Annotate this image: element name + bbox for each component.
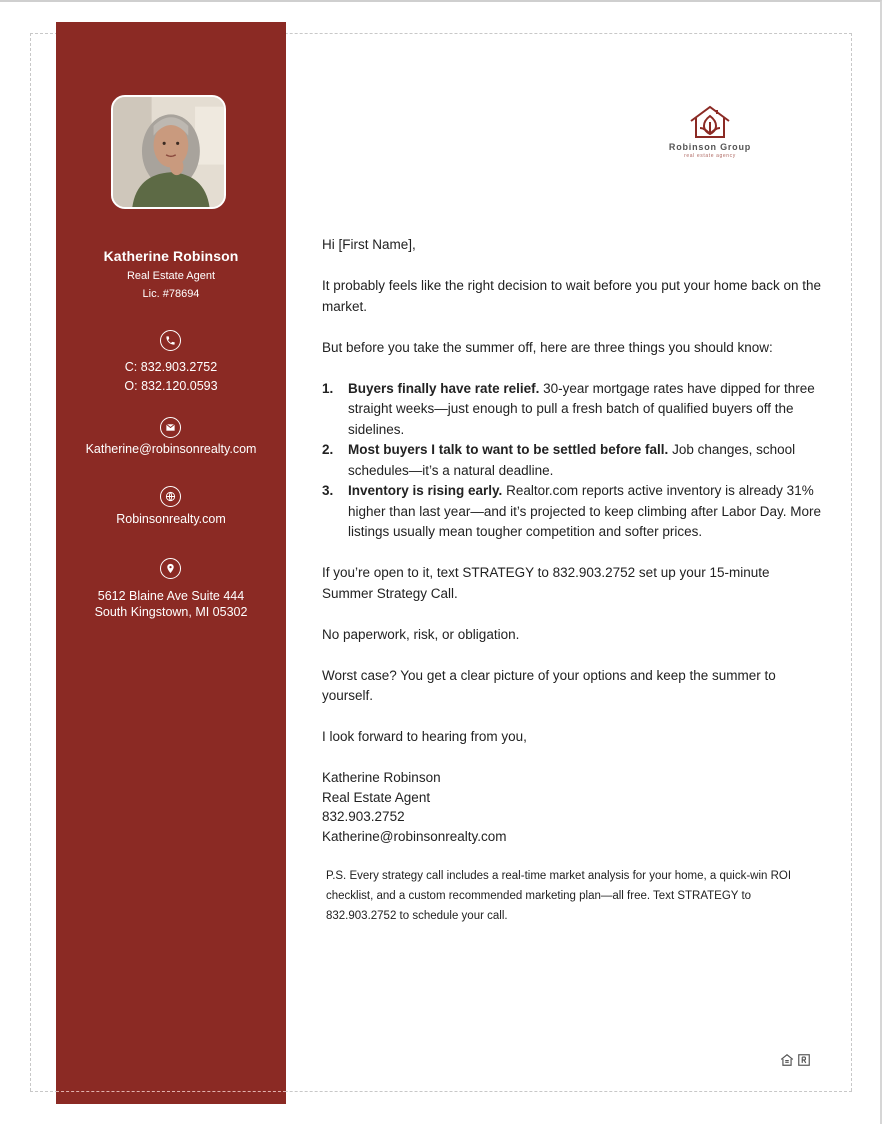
letter-paragraph-4: No paperwork, risk, or obligation. <box>322 626 520 642</box>
list-item <box>322 481 822 543</box>
globe-icon <box>160 486 181 507</box>
list-item-text: 30-year mortgage rates have dipped for three straight weeks—just enough to pull a fresh batch of qualified buyers off the sidelines. <box>348 380 815 437</box>
agent-photo <box>111 95 226 209</box>
reasons-list <box>322 379 822 543</box>
agent-sidebar <box>56 22 286 1104</box>
list-item-lead: Most buyers I talk to want to be settled before fall. <box>348 442 669 457</box>
realtor-icon <box>797 1053 811 1067</box>
bleed-guide-left <box>30 33 31 1091</box>
signature-email[interactable]: Katherine@robinsonrealty.com <box>322 828 507 844</box>
letter-greeting: Hi [First Name], <box>322 237 416 252</box>
footer-compliance-icons <box>780 1053 811 1067</box>
signature-title: Real Estate Agent <box>322 789 431 805</box>
list-item-text: Job changes, school schedules—it’s a natural deadline. <box>348 442 796 478</box>
postscript: P.S. Every strategy call includes a real-time market analysis for your home, a quick-win ROI checklist, and a custom recommended marketing plan—all free. Text STRATEGY to 832.903.2752 to schedule your call. <box>326 870 792 922</box>
agent-title: Real Estate Agent <box>126 270 216 282</box>
agent-address-line1: 5612 Blaine Ave Suite 444 <box>97 589 245 603</box>
bleed-guide-right <box>851 33 852 1091</box>
sidebar-bleed-guide <box>56 1091 286 1092</box>
list-item-lead: Buyers finally have rate relief. <box>348 380 540 396</box>
list-item-lead: Inventory is rising early. <box>348 483 503 498</box>
agent-name: Katherine Robinson <box>103 248 239 264</box>
signature-block <box>322 768 822 846</box>
equal-housing-icon <box>780 1053 794 1067</box>
list-number: 1. <box>322 380 334 396</box>
agent-website[interactable]: Robinsonrealty.com <box>116 512 226 526</box>
list-number: 3. <box>322 483 334 498</box>
letter-paragraph-3: If you’re open to it, text STRATEGY to 832.903.2752 set up your 15-minute Summer Strategy Call. <box>322 565 770 601</box>
house-leaf-logo-icon <box>687 104 733 140</box>
letter-paragraph-2: But before you take the summer off, here are three things you should know: <box>322 339 773 355</box>
agent-address-line2: South Kingstown, MI 05302 <box>94 605 248 619</box>
map-pin-icon <box>160 558 181 579</box>
signature-name: Katherine Robinson <box>322 770 441 785</box>
list-item <box>322 440 822 481</box>
letter-closing: I look forward to hearing from you, <box>322 729 527 744</box>
envelope-icon <box>160 417 181 438</box>
logo-name: Robinson Group <box>668 142 752 152</box>
list-item-text: Realtor.com reports active inventory is already 31% higher than last year—and it’s projected to keep climbing after Labor Day. More listings usually mean tougher competition and softer prices. <box>348 483 822 539</box>
letter-body <box>322 235 822 926</box>
signature-phone[interactable]: 832.903.2752 <box>322 809 405 824</box>
list-item <box>322 379 822 441</box>
agent-license: Lic. #78694 <box>142 288 200 300</box>
logo-tagline: real estate agency <box>684 153 736 159</box>
agent-email[interactable]: Katherine@robinsonrealty.com <box>85 442 257 456</box>
phone-icon <box>160 330 181 351</box>
letter-paragraph-1: It probably feels like the right decision to wait before you put your home back on the market. <box>322 278 822 314</box>
agent-cell-phone[interactable]: C: 832.903.2752 <box>124 360 218 374</box>
company-logo <box>660 104 760 159</box>
list-number: 2. <box>322 442 334 457</box>
letter-paragraph-5: Worst case? You get a clear picture of your options and keep the summer to yourself. <box>322 667 776 703</box>
agent-office-phone[interactable]: O: 832.120.0593 <box>124 379 218 393</box>
